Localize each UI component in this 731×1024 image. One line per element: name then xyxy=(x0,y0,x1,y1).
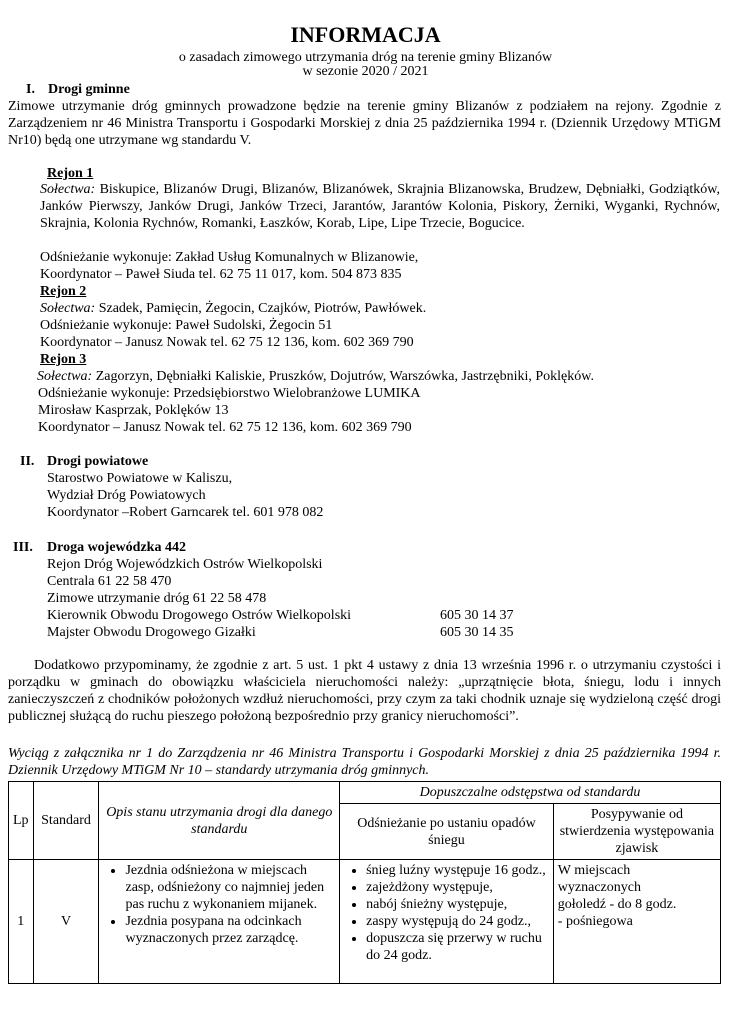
section2-coordinator: Koordynator –Robert Garncarek tel. 601 978 082 xyxy=(47,505,324,520)
opis-list xyxy=(103,862,335,947)
header-opis: Opis stanu utrzymania drogi dla danego standardu xyxy=(99,782,340,860)
rejon1-solectwa-label: Sołectwa: xyxy=(40,182,96,197)
section2-line1: Starostwo Powiatowe w Kaliszu, xyxy=(47,471,233,486)
rejon2-solectwa-label: Sołectwa: xyxy=(40,301,96,316)
standards-table xyxy=(8,781,721,984)
cell-standard: V xyxy=(33,860,99,984)
section3-row1-phone: 605 30 14 37 xyxy=(440,608,514,623)
rejon1-koordynator: Koordynator – Paweł Siuda tel. 62 75 11 017, kom. 504 873 835 xyxy=(40,267,402,282)
section3-heading: Droga wojewódzka 442 xyxy=(47,540,186,555)
rejon3-solectwa xyxy=(37,368,594,385)
document-title: INFORMACJA xyxy=(290,22,441,47)
rejon1-wykonuje: Odśnieżanie wykonuje: Zakład Usług Komunalnych w Blizanowie, xyxy=(40,250,419,265)
rejon2-label: Rejon 2 xyxy=(40,284,87,299)
header-odsniezanie: Odśnieżanie po ustaniu opadów śniegu xyxy=(340,804,554,860)
list-item: • śnieg luźny występuje 16 godz., xyxy=(366,862,549,879)
posypywanie-line2: gołoledź - do 8 godz. xyxy=(557,897,677,912)
rejon3-solectwa-list: Zagorzyn, Dębniałki Kaliskie, Pruszków, Dojutrów, Warszówka, Jastrzębniki, Poklęków. xyxy=(92,369,594,384)
rejon2-koordynator: Koordynator – Janusz Nowak tel. 62 75 12 136, kom. 602 369 790 xyxy=(40,335,414,350)
header-standard: Standard xyxy=(33,782,99,860)
section3-row2-phone: 605 30 14 35 xyxy=(440,625,514,640)
rejon1-label: Rejon 1 xyxy=(47,166,94,181)
rejon3-solectwa-label: Sołectwa: xyxy=(37,369,93,384)
rejon3-koordynator: Koordynator – Janusz Nowak tel. 62 75 12 136, kom. 602 369 790 xyxy=(38,420,412,435)
header-posypywanie: Posypywanie od stwierdzenia występowania zjawisk xyxy=(553,804,720,860)
list-item: • Jezdnia posypana na odcinkach wyznaczonych przez zarządcę. xyxy=(125,913,335,947)
header-lp: Lp xyxy=(9,782,34,860)
cell-opis xyxy=(99,860,340,984)
section2-line2: Wydział Dróg Powiatowych xyxy=(47,488,206,503)
posypywanie-line3: - pośniegowa xyxy=(557,914,633,929)
list-item: • Jezdnia odśnieżona w miejscach zasp, odśnieżony co najmniej jeden pas ruchu z wykonaniem mijanek. xyxy=(125,862,335,913)
section3-phone-winter: Zimowe utrzymanie dróg 61 22 58 478 xyxy=(47,591,267,606)
section1-intro: Zimowe utrzymanie dróg gminnych prowadzone będzie na terenie gminy Blizanów z podziałem na rejony. Zgodnie z Zarządzeniem nr 46 Ministra Transportu i Gospodarki Morskiej z dnia 25 października 1994 r. (Dziennik Urzędowy MTiGM Nr10) będą one utrzymane wg standardu V. xyxy=(8,99,721,148)
excerpt-caption: Wyciąg z załącznika nr 1 do Zarządzenia nr 46 Ministra Transportu i Gospodarki Morskiej z dnia 25 października 1994 r. Dziennik Urzędowy MTiGM Nr 10 – standardy utrzymania dróg gminnych. xyxy=(8,746,721,778)
rejon1-solectwa xyxy=(40,181,720,232)
reminder-paragraph: Dodatkowo przypominamy, że zgodnie z art. 5 ust. 1 pkt 4 ustawy z dnia 13 września 1996 r. o utrzymaniu czystości i porządku w gminach do obowiązku właściciela nieruchomości należy: „uprzątnięcie błota, śniegu, lodu i innych zanieczyszczeń z chodników położonych wzdłuż nieruchomości, przy czym za taki chodnik uznaje się wydzieloną część drogi publicznej służącą do ruchu pieszego położoną bezpośrednio przy granicy nieruchomości”. xyxy=(8,658,721,724)
section1-number: I. xyxy=(26,82,35,97)
document-season: w sezonie 2020 / 2021 xyxy=(302,64,429,79)
list-item: • zajeżdżony występuje, xyxy=(366,879,549,896)
section1-heading: Drogi gminne xyxy=(48,82,130,97)
cell-posypywanie xyxy=(553,860,720,984)
list-item: • dopuszcza się przerwy w ruchu do 24 godz. xyxy=(366,930,549,964)
rejon2-solectwa xyxy=(40,300,426,317)
section3-phone-central: Centrala 61 22 58 470 xyxy=(47,574,172,589)
rejon3-wykonuje: Odśnieżanie wykonuje: Przedsiębiorstwo Wielobranżowe LUMIKA xyxy=(38,386,421,401)
rejon2-wykonuje: Odśnieżanie wykonuje: Paweł Sudolski, Żegocin 51 xyxy=(40,318,333,333)
odsniezanie-list xyxy=(344,862,549,964)
rejon3-label: Rejon 3 xyxy=(40,352,87,367)
section3-row2-label: Majster Obwodu Drogowego Gizałki xyxy=(47,625,256,640)
list-item: • zaspy występują do 24 godz., xyxy=(366,913,549,930)
section2-heading: Drogi powiatowe xyxy=(47,454,149,469)
header-dopuszczalne: Dopuszczalne odstępstwa od standardu xyxy=(340,782,721,804)
document-subtitle: o zasadach zimowego utrzymania dróg na terenie gminy Blizanów xyxy=(178,50,553,65)
table-row xyxy=(9,860,721,984)
section3-line1: Rejon Dróg Wojewódzkich Ostrów Wielkopolski xyxy=(47,557,323,572)
cell-odsniezanie xyxy=(340,860,554,984)
rejon3-wykonawca: Mirosław Kasprzak, Poklęków 13 xyxy=(38,403,229,418)
rejon2-solectwa-list: Szadek, Pamięcin, Żegocin, Czajków, Piotrów, Pawłówek. xyxy=(95,301,427,316)
section2-number: II. xyxy=(20,454,35,469)
posypywanie-line1: W miejscach wyznaczonych xyxy=(557,863,641,895)
table-header-row xyxy=(9,782,721,804)
cell-lp: 1 xyxy=(9,860,34,984)
list-item: • nabój śnieżny występuje, xyxy=(366,896,549,913)
section3-number: III. xyxy=(13,540,33,555)
section3-row1-label: Kierownik Obwodu Drogowego Ostrów Wielkopolski xyxy=(47,608,352,623)
rejon1-solectwa-list: Biskupice, Blizanów Drugi, Blizanów, Blizanówek, Skrajnia Blizanowska, Brudzew, Dębniałki, Godziątków, Janków Pierwszy, Janków Drugi, Janków Trzeci, Jarantów, Jarantów Kolonia, Piskory, Żerniki, Wyganki, Rychnów, Skrajnia, Kolonia Rychnów, Romanki, Łaszków, Korab, Lipe, Lipe Trzecie, Bogucice. xyxy=(40,182,720,231)
